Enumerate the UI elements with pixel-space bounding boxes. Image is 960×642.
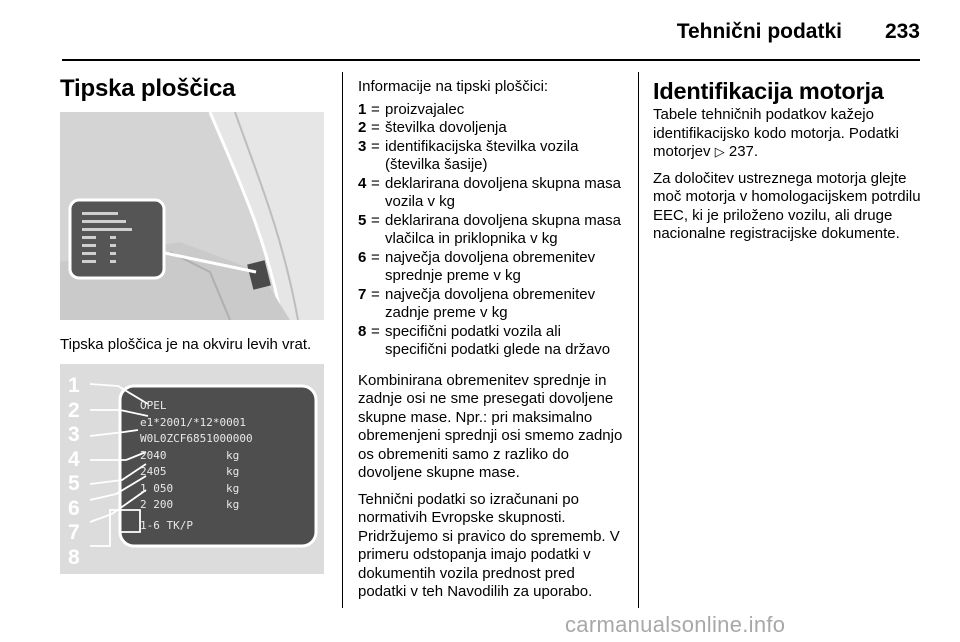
door-frame-drawing (60, 112, 324, 320)
plate-callout-numbers (68, 374, 90, 570)
list-intro: Informacije na tipski ploščici: (358, 78, 549, 95)
plate-line: 2 200 (140, 498, 174, 511)
figure-caption: Tipska ploščica je na okviru levih vrat. (60, 336, 312, 353)
plate-line: 1-6 TK/P (140, 518, 193, 532)
list-item: 7 = največja dovoljena obremenitev zadnje preme v kg (358, 286, 624, 323)
list-item-number: 4 (358, 174, 367, 192)
list-item-text: največja dovoljena obremenitev zadnje preme v kg (385, 285, 596, 321)
plate-unit: kg (226, 498, 240, 511)
callout-number: 2 (68, 398, 80, 422)
paragraph-axle-load: Kombinirana obremenitev sprednje in zadnje osi ne sme presegati dovoljene skupne mase. Npr.: pri maksimalno obremenjeni sprednji osi smemo zadnjo os obremeniti samo z razliko do dovoljene skupne mase. (358, 371, 623, 481)
section-heading-engine-id: Identifikacija motorja (653, 78, 884, 104)
page-header-title: Tehnični podatki (676, 20, 842, 43)
list-item-number: 8 (358, 322, 367, 340)
paragraph-engine-code (653, 106, 925, 162)
list-item: 8 = specifični podatki vozila ali specifični podatki glede na državo (358, 323, 624, 360)
column-divider-2 (638, 72, 639, 608)
list-item-text: največja dovoljena obremenitev sprednje preme v kg (385, 248, 596, 284)
paragraph-engine-code-text: Tabele tehničnih podatkov kažejo identifikacijsko kodo motorja. Podatki motorjev (653, 106, 899, 160)
column-divider-1 (342, 72, 343, 608)
list-item: 1 = proizvajalec (358, 101, 624, 120)
plate-line: W0L0ZCF6851000000 (140, 432, 253, 445)
list-item: 4 = deklarirana dovoljena skupna masa vozila v kg (358, 175, 624, 212)
list-item: 6 = največja dovoljena obremenitev sprednje preme v kg (358, 249, 624, 286)
list-item-text: identifikacijska številka vozila (številka šasije) (385, 137, 579, 173)
plate-line: 1 050 (140, 481, 174, 495)
list-item-number: 7 (358, 285, 367, 303)
column-right (653, 78, 925, 252)
footer-watermark: carmanualsonline.info (565, 612, 786, 637)
plate-line: 2405 (140, 465, 167, 478)
column-left (60, 74, 326, 104)
list-item-number: 6 (358, 248, 367, 266)
door-frame-illustration (60, 112, 324, 320)
plate-line: e1*2001/*12*0001 (140, 415, 246, 429)
callout-number: 1 (68, 374, 80, 397)
header-rule (62, 59, 920, 61)
page-reference[interactable]: 237. (728, 143, 759, 160)
plate-units (226, 448, 239, 514)
list-item-text: številka dovoljenja (385, 119, 507, 136)
callout-number: 8 (68, 545, 80, 569)
page-number: 233 (884, 20, 920, 43)
list-item-number: 3 (358, 137, 367, 155)
plate-unit: kg (226, 465, 240, 478)
callout-number: 7 (68, 521, 80, 544)
list-item: 5 = deklarirana dovoljena skupna masa vlačilca in priklopnika v kg (358, 212, 624, 249)
callout-number: 5 (68, 472, 80, 495)
plate-line: 2040 (140, 448, 167, 462)
plate-unit: kg (226, 481, 240, 495)
callout-number: 4 (68, 447, 80, 471)
plate-unit: kg (226, 448, 240, 462)
list-item-text: deklarirana dovoljena skupna masa vlačilca in priklopnika v kg (385, 211, 621, 247)
section-heading-type-plate: Tipska ploščica (60, 75, 236, 102)
paragraph-engine-selection: Za določitev ustreznega motorja glejte moč motorja v homologacijskem potrdilu EEC, ki je priloženo vozilu, ali druge nacionalne registracijske dokumente. (653, 169, 921, 242)
list-item: 3 = identifikacijska številka vozila (številka šasije) (358, 138, 624, 175)
list-item-text: specifični podatki vozila ali specifični podatki glede na državo (385, 322, 611, 358)
list-item-number: 5 (358, 211, 367, 229)
plate-info-list (358, 101, 624, 360)
list-item-number: 2 (358, 119, 367, 136)
plate-line: OPEL (140, 399, 167, 412)
callout-number: 6 (68, 496, 80, 520)
column-middle (358, 78, 624, 610)
paragraph-technical-data: Tehnični podatki so izračunani po normativih Evropske skupnosti. Pridržujemo si pravico do sprememb. V primeru odstopanja imajo podatki v dokumentih vozila prednost pred podatki v teh Navodilih za uporabo. (358, 490, 620, 600)
type-plate-detail-illustration (60, 364, 324, 574)
list-item: 2 = številka dovoljenja (358, 119, 624, 138)
list-item-number: 1 (358, 100, 367, 118)
list-item-text: proizvajalec (385, 100, 465, 118)
callout-number: 3 (68, 423, 80, 446)
page-reference-arrow-icon: ▷ (714, 144, 725, 159)
list-item-text: deklarirana dovoljena skupna masa vozila v kg (385, 174, 621, 210)
